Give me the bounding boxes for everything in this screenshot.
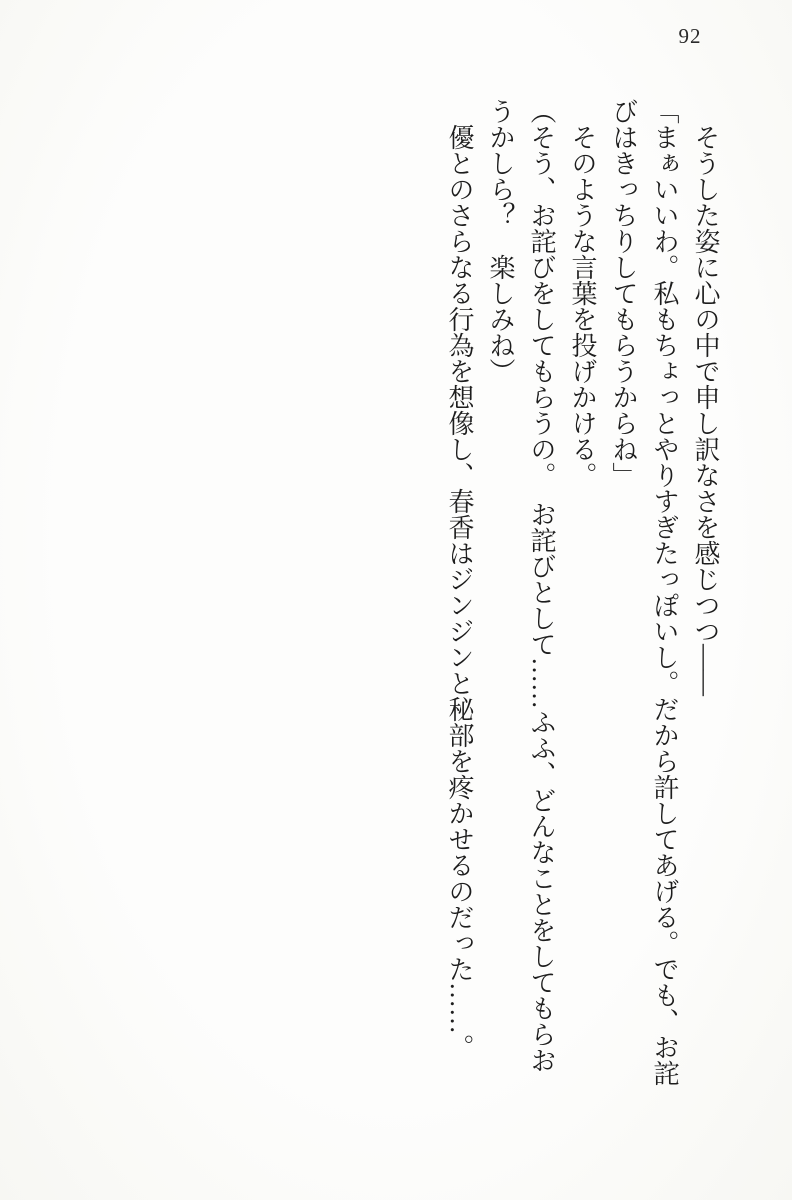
paragraph-narration-1: そうした姿に心の中で申し訳なさを感じつつ―― (691, 98, 720, 696)
vertical-text-block (439, 98, 726, 1088)
paragraph-dialogue-1: 「まぁいいわ。私もちょっとやりすぎたっぽいし。だから許してあげる。でも、お詫びはきっちりしてもらうからね」 (609, 98, 679, 1086)
paragraph-narration-2: そのような言葉を投げかける。 (568, 98, 597, 488)
paragraph-inner-thought: （そう、お詫びをしてもらうの。 お詫びとして……ふふ、どんなことをしてもらおうかしら？ 楽しみね） (486, 98, 556, 1073)
page-number: 92 (678, 24, 702, 48)
paragraph-narration-3: 優とのさらなる行為を想像し、春香はジンジンと秘部を疼かせるのだった……。 (445, 98, 474, 1060)
